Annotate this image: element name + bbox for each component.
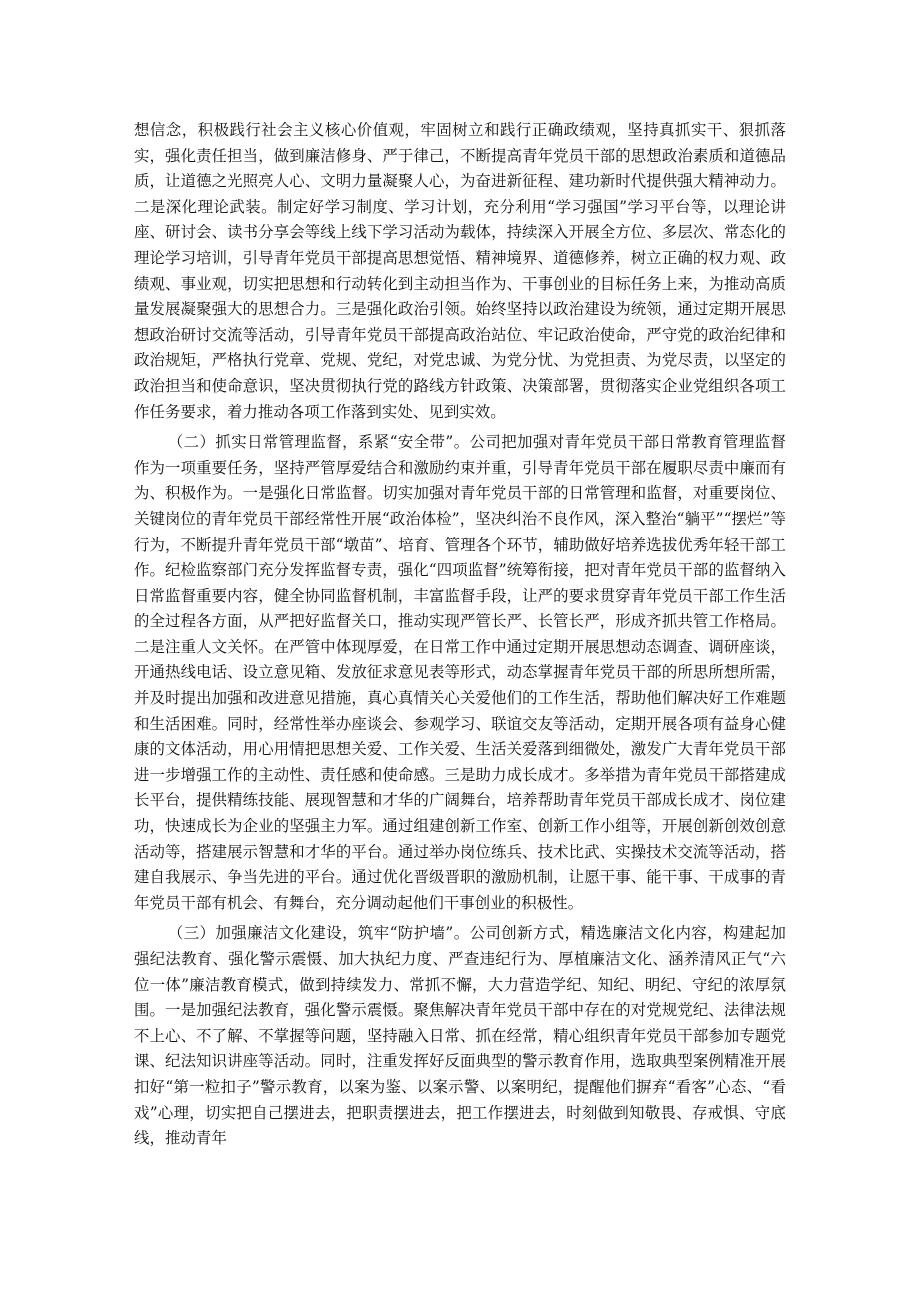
paragraph-2-daily-supervision: （二）抓实日常管理监督，系紧“安全带”。公司把加强对青年党员干部日常教育管理监督作为一项重要任务，坚持严管厚爱结合和激励约束并重，引导青年党员干部在履职尽责中廉而有为、积极作为。一是强化日常监督。切实加强对青年党员干部的日常管理和监督，对重要岗位、关键岗位的青年党员干部经常性开展“政治体检”，坚决纠治不良作风，深入整治“躺平”“摆烂”等行为，不断提升青年党员干部“墩苗”、培育、管理各个环节，辅助做好培养选拔优秀年轻干部工作。纪检监察部门充分发挥监督专责，强化“四项监督”统筹衔接，把对青年党员干部的监督纳入日常监督重要内容，健全协同监督机制，丰富监督手段，让严的要求贯穿青年党员干部工作生活的全过程各方面，从严把好监督关口，推动实现严管长严、长管长严，形成齐抓共管工作格局。二是注重人文关怀。在严管中体现厚爱，在日常工作中通过定期开展思想动态调查、调研座谈，开通热线电话、设立意见箱、发放征求意见表等形式，动态掌握青年党员干部的所思所想所需，并及时提出加强和改进意见措施，真心真情关心关爱他们的工作生活，帮助他们解决好工作难题和生活困难。同时，经常性举办座谈会、参观学习、联谊交友等活动，定期开展各项有益身心健康的文体活动，用心用情把思想关爱、工作关爱、生活关爱落到细微处，激发广大青年党员干部进一步增强工作的主动性、责任感和使命感。三是助力成长成才。多举措为青年党员干部搭建成长平台，提供精练技能、展现智慧和才华的广阔舞台，培养帮助青年党员干部成长成才、岗位建功，快速成长为企业的坚强主力军。通过组建创新工作室、创新工作小组等，开展创新创效创意活动等，搭建展示智慧和才华的平台。通过举办岗位练兵、技术比武、实操技术交流等活动，搭建自我展示、争当先进的平台。通过优化晋级晋职的激励机制，让愿干事、能干事、干成事的青年党员干部有机会、有舞台，充分调动起他们干事创业的积极性。 [134,433,786,912]
paragraph-1: 想信念，积极践行社会主义核心价值观，牢固树立和践行正确政绩观，坚持真抓实干、狠抓落实，强化责任担当，做到廉洁修身、严于律己，不断提高青年党员干部的思想政治素质和道德品质，让道德之光照亮人心、文明力量凝聚人心，为奋进新征程、建功新时代提供强大精神动力。二是深化理论武装。制定好学习制度、学习计划，充分利用“学习强国”学习平台等，以理论讲座、研讨会、读书分享会等线上线下学习活动为载体，持续深入开展全方位、多层次、常态化的理论学习培训，引导青年党员干部提高思想觉悟、精神境界、道德修养，树立正确的权力观、政绩观、事业观，切实把思想和行动转化到主动担当作为、干事创业的目标任务上来，为推动高质量发展凝聚强大的思想合力。三是强化政治引领。始终坚持以政治建设为统领，通过定期开展思想政治研讨交流等活动，引导青年党员干部提高政治站位、牢记政治使命，严守党的政治纪律和政治规矩，严格执行党章、党规、党纪，对党忠诚、为党分忧、为党担责、为党尽责，以坚定的政治担当和使命意识，坚决贯彻执行党的路线方针政策、决策部署，贯彻落实企业党组织各项工作任务要求，着力推动各项工作落到实处、见到实效。 [134,121,786,421]
paragraph-3-integrity-culture: （三）加强廉洁文化建设，筑牢“防护墙”。公司创新方式，精选廉洁文化内容，构建起加强纪法教育、强化警示震慑、加大执纪力度、严查违纪行为、厚植廉洁文化、涵养清风正气“六位一体”廉洁教育模式，做到持续发力、常抓不懈，大力营造学纪、知纪、明纪、守纪的浓厚氛围。一是加强纪法教育，强化警示震慑。聚焦解决青年党员干部中存在的对党规党纪、法律法规不上心、不了解、不掌握等问题，坚持融入日常、抓在经常，精心组织青年党员干部参加专题党课、纪法知识讲座等活动。同时，注重发挥好反面典型的警示教育作用，选取典型案例精准开展扣好“第一粒扣子”警示教育，以案为鉴、以案示警、以案明纪，提醒他们摒弃“看客”心态、“看戏”心理，切实把自己摆进去，把职责摆进去，把工作摆进去，时刻做到知敬畏、存戒惧、守底线，推动青年 [134,924,786,1148]
document-body [134,118,786,1152]
